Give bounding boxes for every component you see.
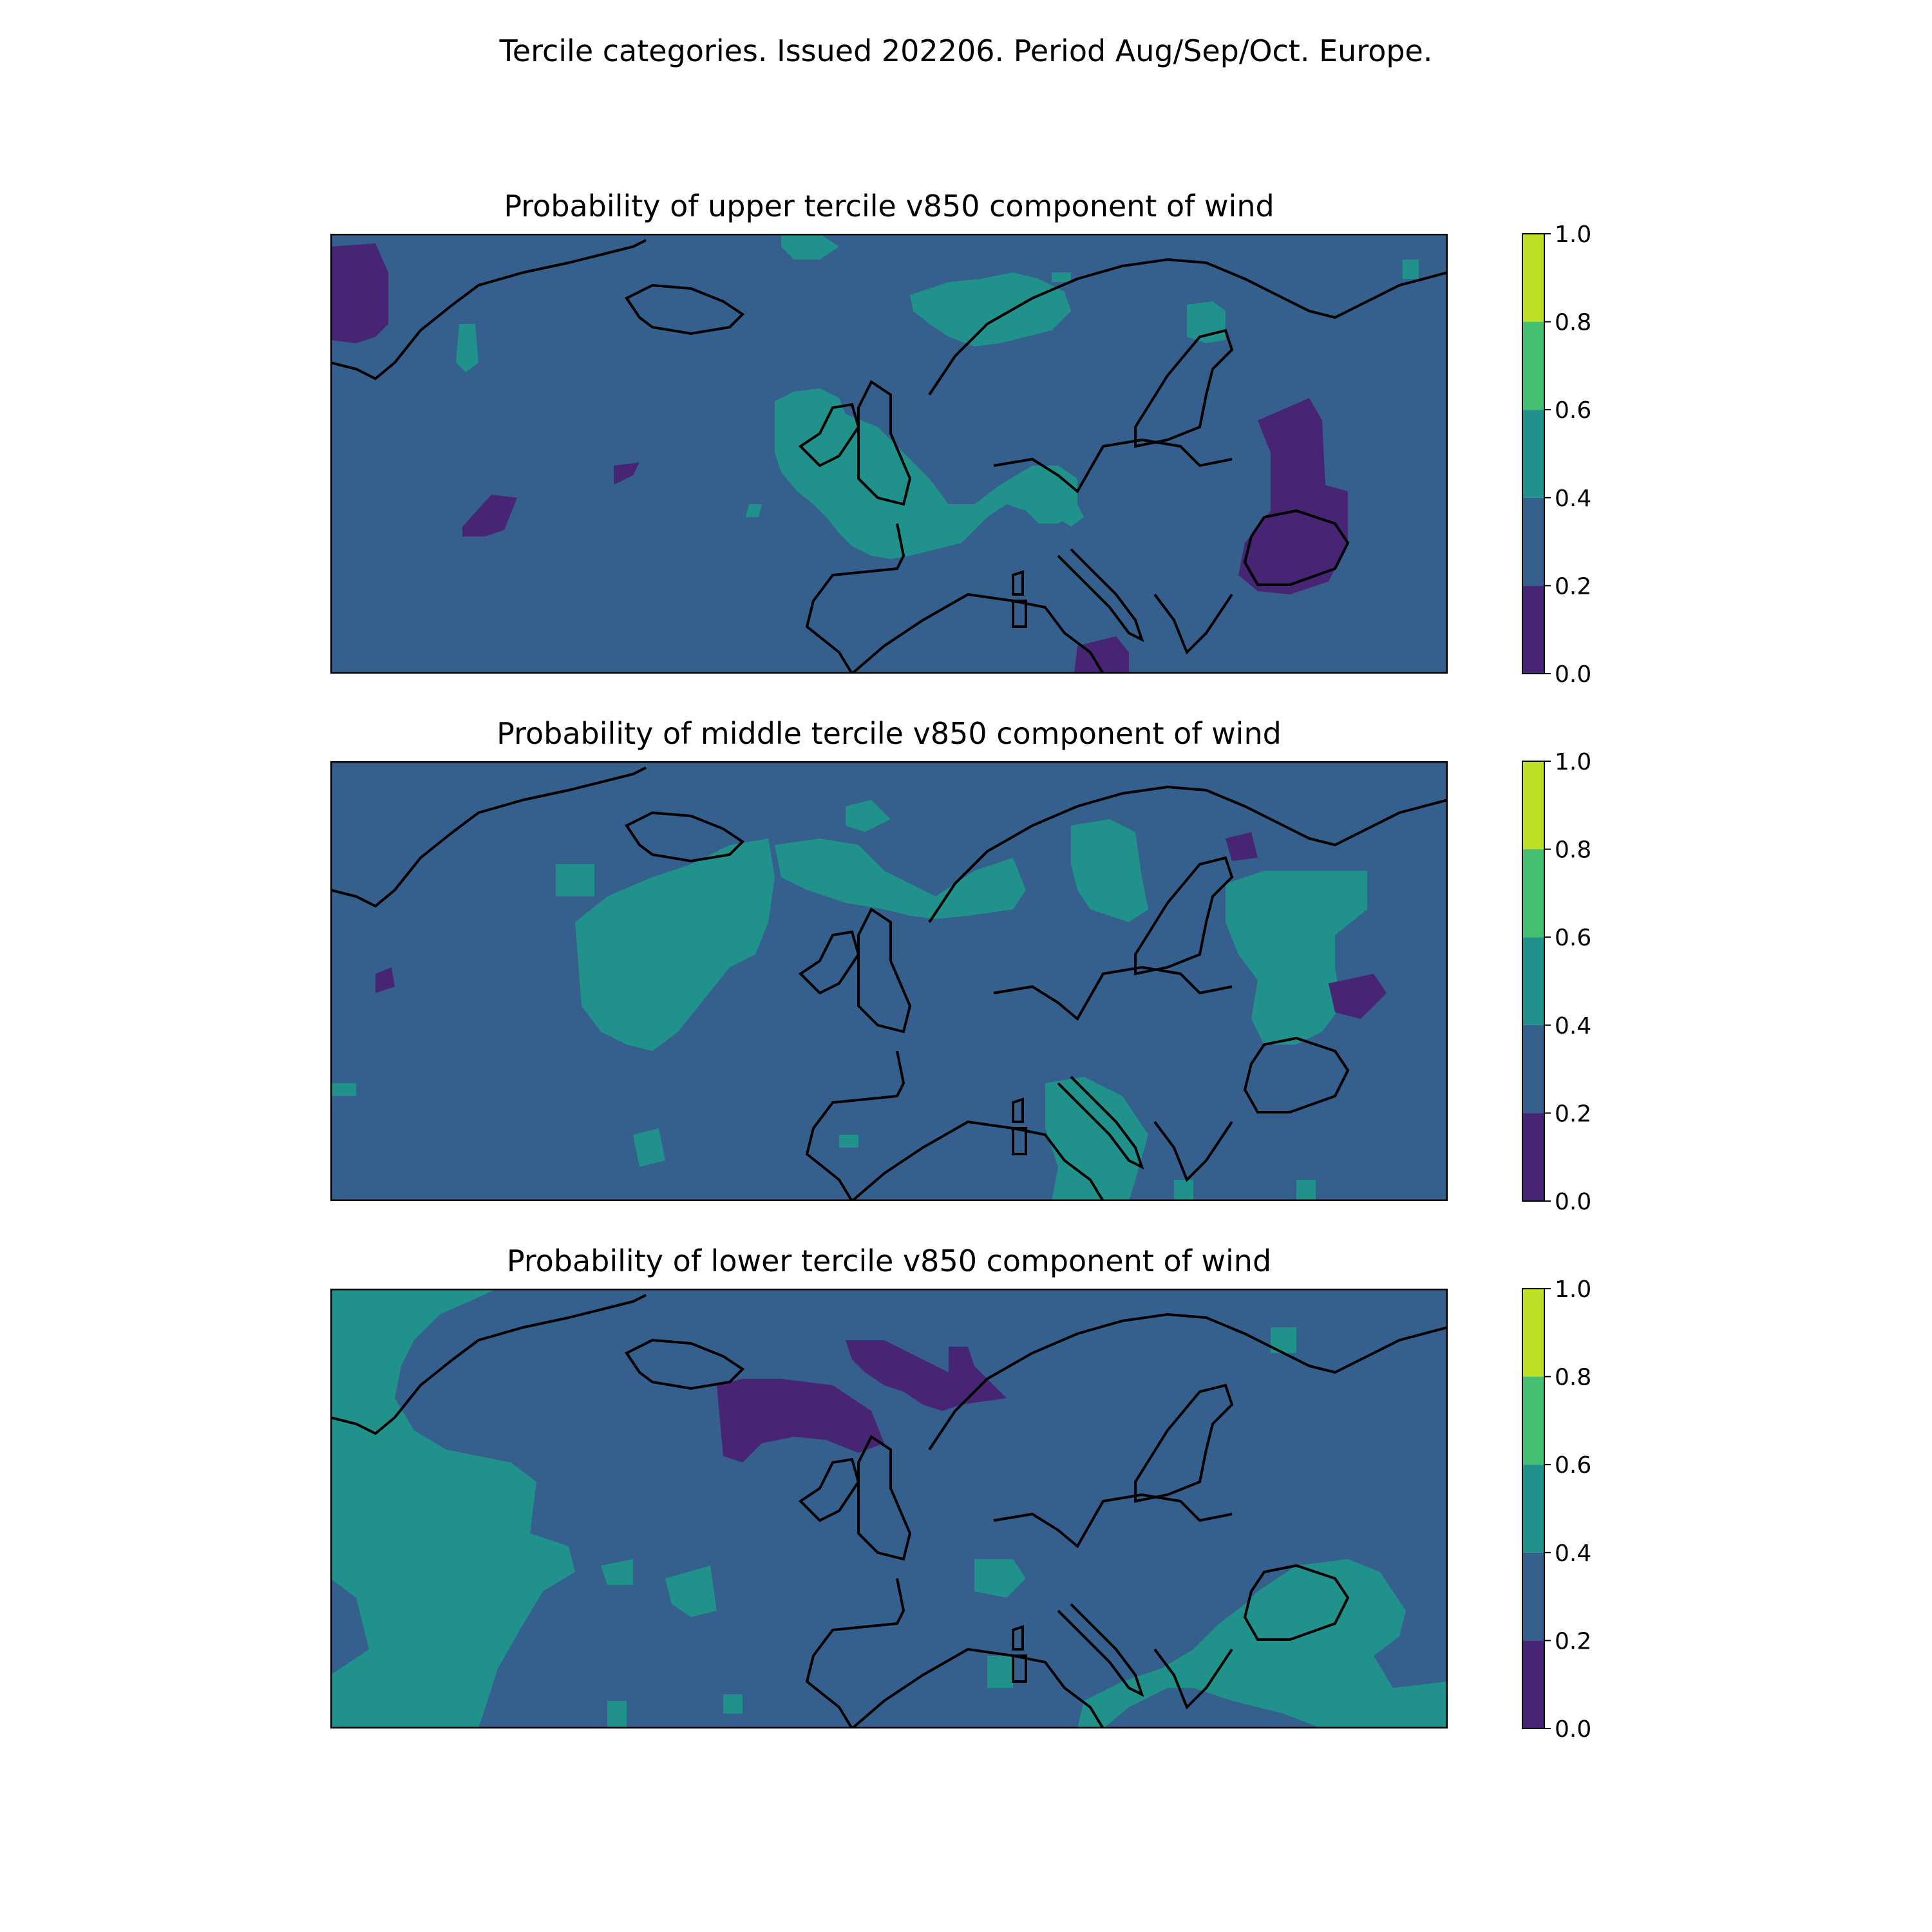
colorbar-band bbox=[1522, 1640, 1544, 1728]
region-small-o bbox=[987, 1656, 1013, 1688]
region-small-q bbox=[607, 1701, 627, 1728]
colorbar-tick-label: 0.4 bbox=[1555, 1540, 1592, 1567]
panel-title-lower: Probability of lower tercile v850 component of wind bbox=[506, 1244, 1272, 1278]
colorbar-band bbox=[1522, 585, 1544, 674]
colorbar-band bbox=[1522, 849, 1544, 938]
region-small-f bbox=[1296, 1180, 1316, 1201]
colorbar-tick-label: 0.0 bbox=[1555, 661, 1592, 688]
colorbar-tick-label: 0.8 bbox=[1555, 1364, 1592, 1391]
colorbar-ticks bbox=[1544, 1276, 1591, 1743]
map-middle bbox=[330, 761, 1448, 1201]
colorbar-bands bbox=[1522, 761, 1544, 1201]
colorbar-tick-label: 0.6 bbox=[1555, 925, 1592, 952]
colorbar-upper bbox=[1522, 222, 1606, 697]
colorbar-band bbox=[1522, 1464, 1544, 1553]
colorbar-tick-label: 0.4 bbox=[1555, 1012, 1592, 1039]
region-labrador-sea bbox=[330, 243, 388, 343]
region-small-a bbox=[556, 864, 594, 896]
colorbar-tick-label: 1.0 bbox=[1555, 1276, 1592, 1303]
colorbar-band bbox=[1522, 937, 1544, 1025]
colorbar-bands bbox=[1522, 1289, 1544, 1728]
colorbar-tick-label: 1.0 bbox=[1555, 222, 1592, 248]
colorbar-middle bbox=[1522, 749, 1606, 1225]
panel-title-upper: Probability of upper tercile v850 component of wind bbox=[504, 189, 1274, 223]
colorbar-bands bbox=[1522, 234, 1544, 674]
colorbar-lower bbox=[1522, 1276, 1606, 1752]
colorbar-tick-label: 0.4 bbox=[1555, 485, 1592, 512]
region-small-e bbox=[1174, 1180, 1193, 1201]
colorbar-tick-label: 1.0 bbox=[1555, 749, 1592, 775]
colorbar-tick-label: 0.8 bbox=[1555, 837, 1592, 864]
figure-suptitle: Tercile categories. Issued 202206. Period Aug/Sep/Oct. Europe. bbox=[499, 33, 1433, 68]
map-lower bbox=[330, 1289, 1448, 1728]
colorbar-tick-label: 0.2 bbox=[1555, 1101, 1592, 1128]
colorbar-band bbox=[1522, 1025, 1544, 1113]
region-small-3 bbox=[1403, 260, 1419, 279]
region-small-4 bbox=[1052, 272, 1071, 282]
colorbar-band bbox=[1522, 498, 1544, 586]
region-finland bbox=[1187, 301, 1226, 343]
colorbar-band bbox=[1522, 410, 1544, 498]
colorbar-band bbox=[1522, 1289, 1544, 1377]
colorbar-band bbox=[1522, 322, 1544, 410]
colorbar-ticks bbox=[1544, 222, 1591, 688]
colorbar-tick-label: 0.2 bbox=[1555, 1628, 1592, 1655]
colorbar-band bbox=[1522, 1113, 1544, 1201]
colorbar-tick-label: 0.2 bbox=[1555, 573, 1592, 600]
colorbar-band bbox=[1522, 1377, 1544, 1465]
colorbar-tick-label: 0.0 bbox=[1555, 1189, 1592, 1215]
colorbar-tick-label: 0.6 bbox=[1555, 1452, 1592, 1479]
colorbar-band bbox=[1522, 234, 1544, 322]
colorbar-tick-label: 0.8 bbox=[1555, 309, 1592, 336]
colorbar-band bbox=[1522, 761, 1544, 849]
colorbar-ticks bbox=[1544, 749, 1591, 1215]
colorbar-tick-label: 0.0 bbox=[1555, 1716, 1592, 1743]
region-small-g bbox=[330, 1083, 356, 1096]
map-upper bbox=[330, 234, 1448, 674]
colorbar-tick-label: 0.6 bbox=[1555, 397, 1592, 424]
region-small-p bbox=[723, 1694, 743, 1714]
panel-title-middle: Probability of middle tercile v850 component of wind bbox=[497, 716, 1282, 751]
region-greenland bbox=[456, 324, 478, 372]
colorbar-band bbox=[1522, 1553, 1544, 1641]
region-small-d bbox=[839, 1135, 858, 1148]
